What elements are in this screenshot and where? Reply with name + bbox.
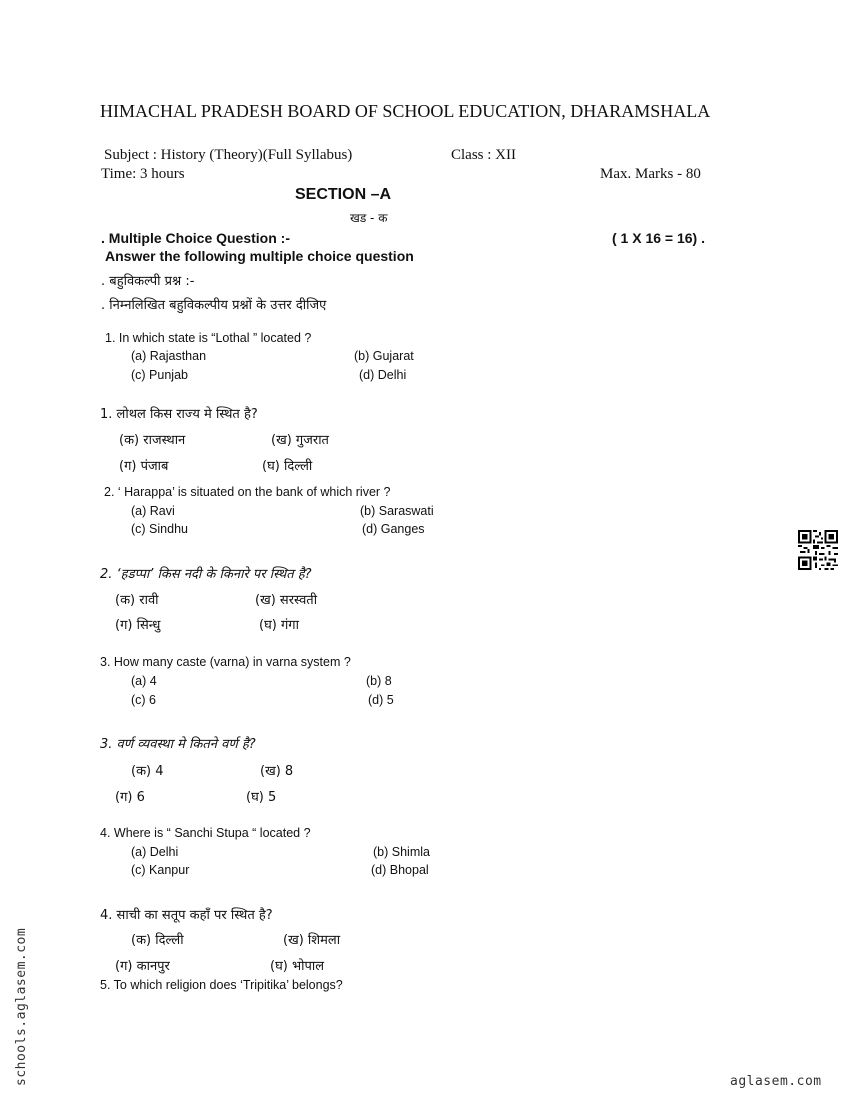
q1-hi-option-4: (घ) दिल्ली bbox=[262, 459, 313, 474]
q4-option-d: (d) Bhopal bbox=[371, 863, 429, 877]
q3-hi-option-1: (क) 4 bbox=[131, 764, 164, 779]
q2-option-b: (b) Saraswati bbox=[360, 504, 434, 518]
side-watermark bbox=[8, 900, 38, 1090]
side-watermark-text: schools.aglasem.com bbox=[14, 927, 29, 1086]
question-4-en: 4. Where is “ Sanchi Stupa “ located ? bbox=[100, 826, 311, 840]
q1-hi-option-2: (ख) गुजरात bbox=[271, 433, 329, 448]
q1-hi-option-1: (क) राजस्थान bbox=[119, 433, 186, 448]
question-3-en: 3. How many caste (varna) in varna system ? bbox=[100, 655, 351, 669]
q4-option-c: (c) Kanpur bbox=[131, 863, 190, 877]
q2-option-c: (c) Sindhu bbox=[131, 522, 188, 536]
question-4-hi: 4. साची का सतूप कहाँ पर स्थित है? bbox=[100, 908, 273, 923]
class-line: Class : XII bbox=[451, 147, 516, 163]
q4-hi-option-2: (ख) शिमला bbox=[283, 933, 341, 948]
q1-option-a: (a) Rajasthan bbox=[131, 349, 207, 363]
max-marks: Max. Marks - 80 bbox=[600, 166, 701, 182]
q3-hi-option-4: (घ) 5 bbox=[246, 790, 277, 805]
q4-hi-option-1: (क) दिल्ली bbox=[131, 933, 184, 948]
q2-hi-option-4: (घ) गंगा bbox=[259, 618, 299, 633]
board-title: HIMACHAL PRADESH BOARD OF SCHOOL EDUCATION, DHARAMSHALA bbox=[100, 101, 711, 121]
question-1-hi: 1. लोथल किस राज्य मे स्थित है? bbox=[100, 407, 258, 422]
q4-option-b: (b) Shimla bbox=[373, 845, 430, 859]
q1-hi-option-3: (ग) पंजाब bbox=[119, 459, 169, 474]
q3-hi-option-3: (ग) 6 bbox=[115, 790, 145, 805]
question-5-en: 5. To which religion does ‘Tripitika’ belongs? bbox=[100, 978, 343, 992]
question-2-en: 2. ‘ Harappa’ is situated on the bank of which river ? bbox=[104, 485, 391, 499]
q3-option-d: (d) 5 bbox=[368, 693, 394, 707]
mcq-marks: ( 1 X 16 = 16) . bbox=[612, 230, 705, 246]
mcq-heading: . Multiple Choice Question :- bbox=[101, 230, 290, 246]
section-title: SECTION –A bbox=[295, 186, 392, 203]
q2-hi-option-1: (क) रावी bbox=[115, 593, 159, 608]
q2-hi-option-3: (ग) सिन्धु bbox=[115, 618, 161, 633]
q4-option-a: (a) Delhi bbox=[131, 845, 179, 859]
q4-hi-option-3: (ग) कानपुर bbox=[115, 959, 170, 974]
q3-hi-option-2: (ख) 8 bbox=[260, 764, 294, 779]
time-line: Time: 3 hours bbox=[101, 166, 185, 182]
question-1-en: 1. In which state is “Lothal ” located ? bbox=[105, 331, 312, 345]
q1-option-b: (b) Gujarat bbox=[354, 349, 414, 363]
q4-hi-option-4: (घ) भोपाल bbox=[270, 959, 325, 974]
mcq-heading-hindi: . बहुविकल्पी प्रश्न :- bbox=[101, 274, 195, 289]
section-title-hindi: खड - क bbox=[350, 211, 388, 225]
q2-hi-option-2: (ख) सरस्वती bbox=[255, 593, 318, 608]
qr-code-icon bbox=[798, 530, 838, 570]
q2-option-d: (d) Ganges bbox=[362, 522, 425, 536]
subject-line: Subject : History (Theory)(Full Syllabus) bbox=[104, 147, 353, 163]
q3-option-a: (a) 4 bbox=[131, 674, 157, 688]
question-2-hi: 2. ‘हडप्पा’ किस नदी के किनारे पर स्थित है? bbox=[100, 567, 312, 582]
mcq-instruction: Answer the following multiple choice question bbox=[105, 248, 414, 264]
question-3-hi: 3. वर्ण व्यवस्था मे कितने वर्ण है? bbox=[100, 737, 256, 752]
q1-option-d: (d) Delhi bbox=[359, 368, 407, 382]
q2-option-a: (a) Ravi bbox=[131, 504, 175, 518]
mcq-instruction-hindi: . निम्नलिखित बहुविकल्पीय प्रश्नों के उत्तर दीजिए bbox=[101, 298, 327, 313]
q3-option-b: (b) 8 bbox=[366, 674, 392, 688]
footer-watermark: aglasem.com bbox=[730, 1074, 822, 1089]
q3-option-c: (c) 6 bbox=[131, 693, 156, 707]
q1-option-c: (c) Punjab bbox=[131, 368, 188, 382]
